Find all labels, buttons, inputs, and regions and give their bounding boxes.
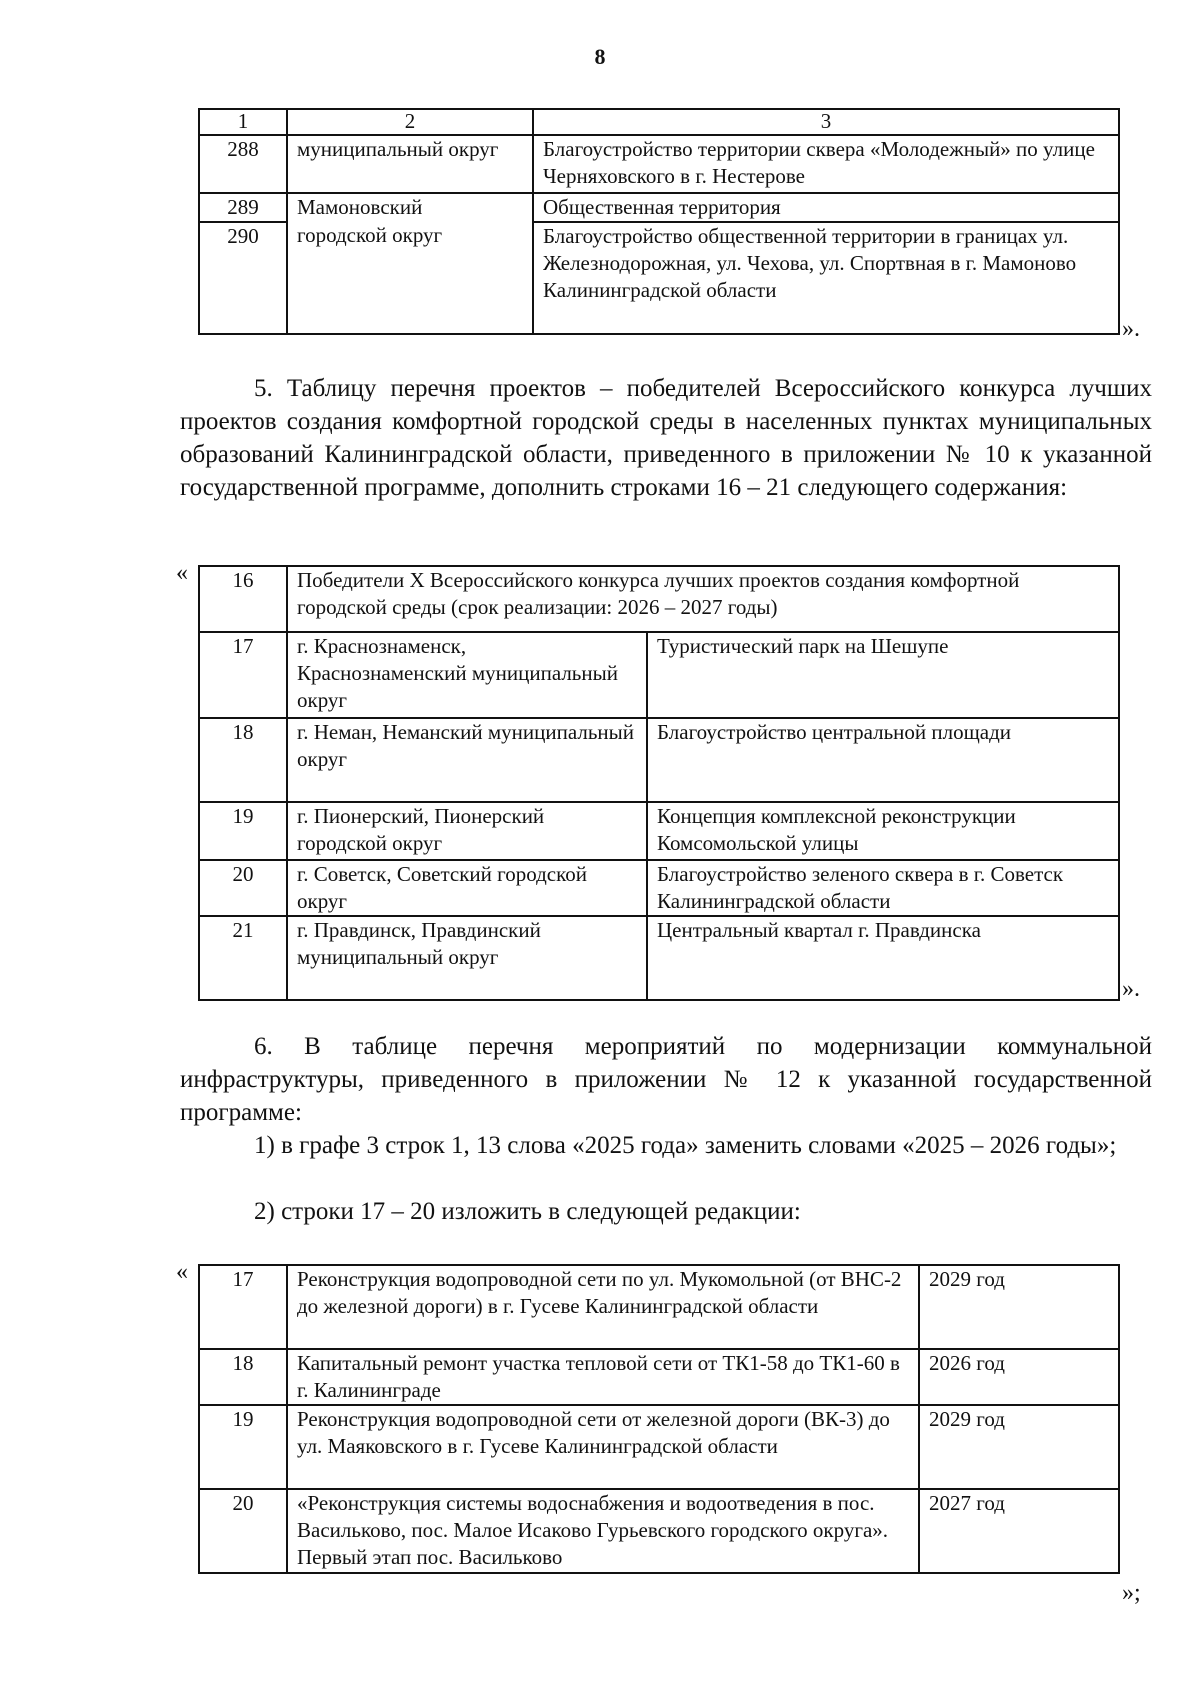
row-name: Капитальный ремонт участка тепловой сети от ТК1-58 до ТК1-60 в г. Калининграде	[287, 1349, 919, 1405]
row-project: Благоустройство центральной площади	[647, 718, 1119, 802]
table-row	[199, 1349, 1119, 1405]
row-place: г. Пионерский, Пионерский городской округ	[287, 802, 647, 860]
row-project: Туристический парк на Шешупе	[647, 632, 1119, 718]
row-number: 20	[199, 1489, 287, 1573]
table-group-row	[199, 566, 1119, 632]
row-project: Благоустройство общественной территории в границах ул. Железнодорожная, ул. Чехова, ул. Спортвная в г. Мамоново Калининградской области	[533, 222, 1119, 334]
header-col-3: 3	[533, 109, 1119, 135]
table-municipal-projects	[198, 108, 1120, 335]
row-number: 16	[199, 566, 287, 632]
row-place: г. Неман, Неманский муниципальный округ	[287, 718, 647, 802]
table3-opening-quote: «	[176, 1259, 188, 1285]
page-number: 8	[594, 44, 606, 69]
table-row	[199, 193, 1119, 222]
table-row	[199, 802, 1119, 860]
row-number: 288	[199, 135, 287, 193]
section-6-item-1: 1) в графе 3 строк 1, 13 слова «2025 года» заменить словами «2025 – 2026 годы»;	[254, 1132, 1117, 1159]
table-competition-winners	[198, 565, 1120, 1001]
row-year: 2026 год	[919, 1349, 1119, 1405]
section-6-intro: 6. В таблице перечня мероприятий по модернизации коммунальной инфраструктуры, приведенного в приложении № 12 к указанной государственной программе:	[180, 1033, 1152, 1126]
row-area: Мамоновский	[287, 193, 533, 222]
header-col-2: 2	[287, 109, 533, 135]
row-project: Благоустройство территории сквера «Молодежный» по улице Черняховского в г. Нестерове	[533, 135, 1119, 193]
table-infrastructure-measures	[198, 1264, 1120, 1574]
row-year: 2029 год	[919, 1265, 1119, 1349]
table-row	[199, 860, 1119, 916]
table-row	[199, 1405, 1119, 1489]
row-project: Благоустройство зеленого сквера в г. Советск Калининградской области	[647, 860, 1119, 916]
row-number: 18	[199, 718, 287, 802]
table-row	[199, 632, 1119, 718]
table3-closing-mark: »;	[1122, 1580, 1141, 1606]
row-number: 289	[199, 193, 287, 222]
table-row	[199, 718, 1119, 802]
table-row	[199, 222, 1119, 334]
row-number: 17	[199, 1265, 287, 1349]
row-project: Общественная территория	[533, 193, 1119, 222]
row-name: «Реконструкция системы водоснабжения и водоотведения в пос. Васильково, пос. Малое Исаково Гурьевского городского округа». Первый этап пос. Васильково	[287, 1489, 919, 1573]
row-place: г. Правдинск, Правдинский муниципальный округ	[287, 916, 647, 1000]
row-area: городской округ	[287, 222, 533, 334]
row-number: 19	[199, 1405, 287, 1489]
row-project: Концепция комплексной реконструкции Комсомольской улицы	[647, 802, 1119, 860]
table1-closing-mark: ».	[1122, 316, 1140, 342]
row-year: 2029 год	[919, 1405, 1119, 1489]
row-year: 2027 год	[919, 1489, 1119, 1573]
row-number: 20	[199, 860, 287, 916]
table-row	[199, 135, 1119, 193]
table2-closing-mark: ».	[1122, 976, 1140, 1002]
row-project: Центральный квартал г. Правдинска	[647, 916, 1119, 1000]
row-number: 21	[199, 916, 287, 1000]
row-number: 19	[199, 802, 287, 860]
row-number: 17	[199, 632, 287, 718]
group-title: Победители X Всероссийского конкурса лучших проектов создания комфортной городской среды (срок реализации: 2026 – 2027 годы)	[287, 566, 1119, 632]
row-name: Реконструкция водопроводной сети по ул. Мукомольной (от ВНС-2 до железной дороги) в г. Гусеве Калининградской области	[287, 1265, 919, 1349]
table2-opening-quote: «	[176, 560, 188, 586]
row-area: муниципальный округ	[287, 135, 533, 193]
table-header-row	[199, 109, 1119, 135]
section-6-item-2: 2) строки 17 – 20 изложить в следующей редакции:	[254, 1198, 801, 1225]
table-row	[199, 1265, 1119, 1349]
row-number: 290	[199, 222, 287, 334]
table-row	[199, 916, 1119, 1000]
header-col-1: 1	[199, 109, 287, 135]
table-row	[199, 1489, 1119, 1573]
row-place: г. Советск, Советский городской округ	[287, 860, 647, 916]
row-number: 18	[199, 1349, 287, 1405]
row-place: г. Краснознаменск, Краснознаменский муниципальный округ	[287, 632, 647, 718]
row-name: Реконструкция водопроводной сети от железной дороги (ВК-3) до ул. Маяковского в г. Гусеве Калининградской области	[287, 1405, 919, 1489]
section-5-paragraph: 5. Таблицу перечня проектов – победителей Всероссийского конкурса лучших проектов создания комфортной городской среды в населенных пунктах муниципальных образований Калининградской области, приведенного в приложении № 10 к указанной государственной программе, дополнить строками 16 – 21 следующего содержания:	[180, 375, 1152, 501]
